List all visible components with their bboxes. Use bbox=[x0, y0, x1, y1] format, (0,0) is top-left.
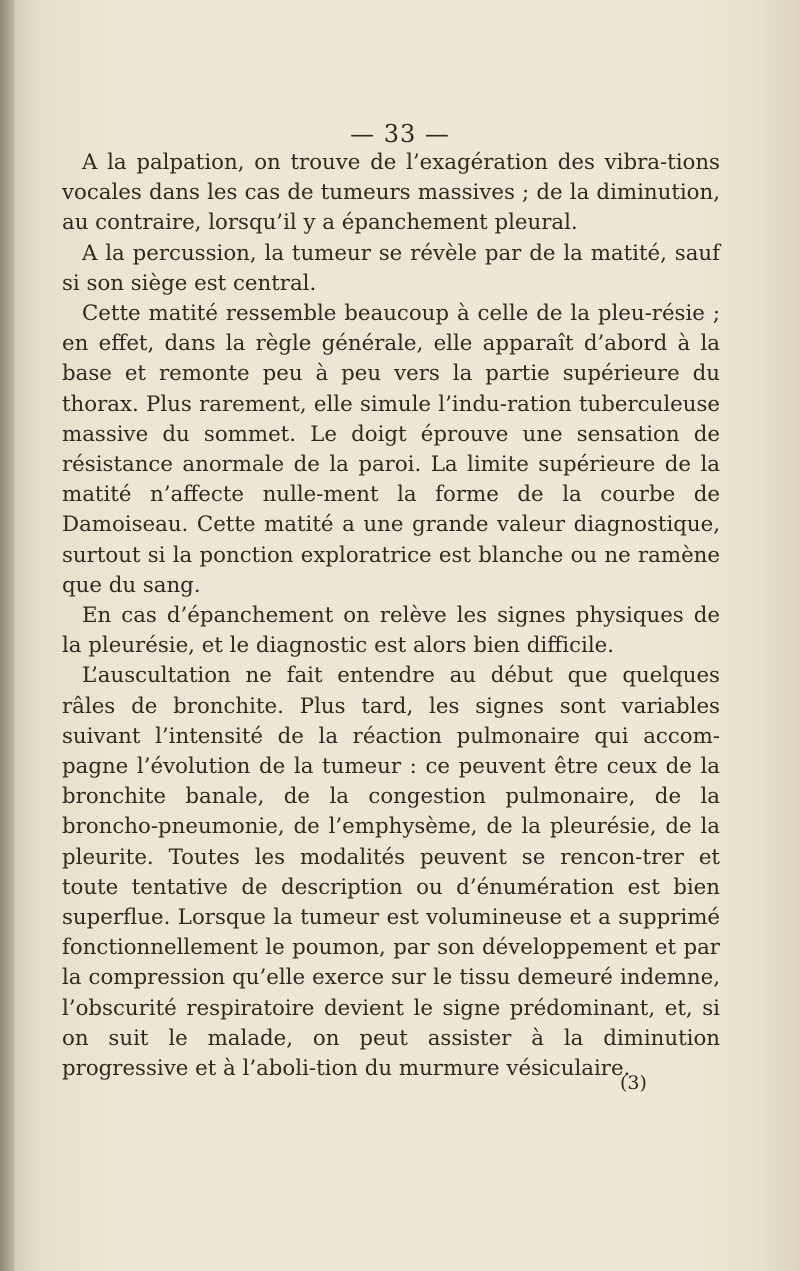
page-number: — 33 — bbox=[350, 120, 450, 148]
book-spine-shadow bbox=[0, 0, 14, 1271]
paragraph-epanchement: En cas d’épanchement on relève les signes physiques de la pleurésie, et le diagnostic est alors bien difficile. bbox=[62, 603, 720, 659]
signature-mark: (3) bbox=[620, 1072, 647, 1094]
paragraph-percussion: A la percussion, la tumeur se révèle par de la matité, sauf si son siège est central. bbox=[62, 240, 720, 296]
paragraph-auscultation: L’auscultation ne fait entendre au début que quelques râles de bronchite. Plus tard, les signes sont variables suivant l’intensité de la réaction pulmonaire qui accom-pagne l’évolution de la tumeur : ce peuvent être ceux de la bronchite banale, de la congestion pulmonaire, de la broncho-pneumonie, de l’emphysème, de la pleurésie, de la pleurite. Toutes les modalités peuvent se rencon-trer et toute tentative de description ou d’énumération est bien superflue. Lorsque la tumeur est volumineuse et a supprimé fonctionnellement le poumon, par son développement et par la compression qu’elle exerce sur le tissu demeuré indemne, l’obscurité respiratoire devient le signe prédominant, et, si on suit le malade, on peut assister à la diminution progressive et à l’aboli-tion du murmure vésiculaire. bbox=[62, 663, 720, 1082]
paragraph-palpation: A la palpation, on trouve de l’exagération des vibra-tions vocales dans les cas de tumeurs massives ; de la diminution, au contraire, lorsqu’il y a épanchement pleural. bbox=[62, 150, 720, 236]
body-text bbox=[62, 148, 720, 1084]
paragraph-matite: Cette matité ressemble beaucoup à celle de la pleu-résie ; en effet, dans la règle générale, elle apparaît d’abord à la base et remonte peu à peu vers la partie supérieure du thorax. Plus rarement, elle simule l’indu-ration tuberculeuse massive du sommet. Le doigt éprouve une sensation de résistance anormale de la paroi. La limite supérieure de la matité n’affecte nulle-ment la forme de la courbe de Damoiseau. Cette matité a une grande valeur diagnostique, surtout si la ponction exploratrice est blanche ou ne ramène que du sang. bbox=[62, 301, 720, 598]
